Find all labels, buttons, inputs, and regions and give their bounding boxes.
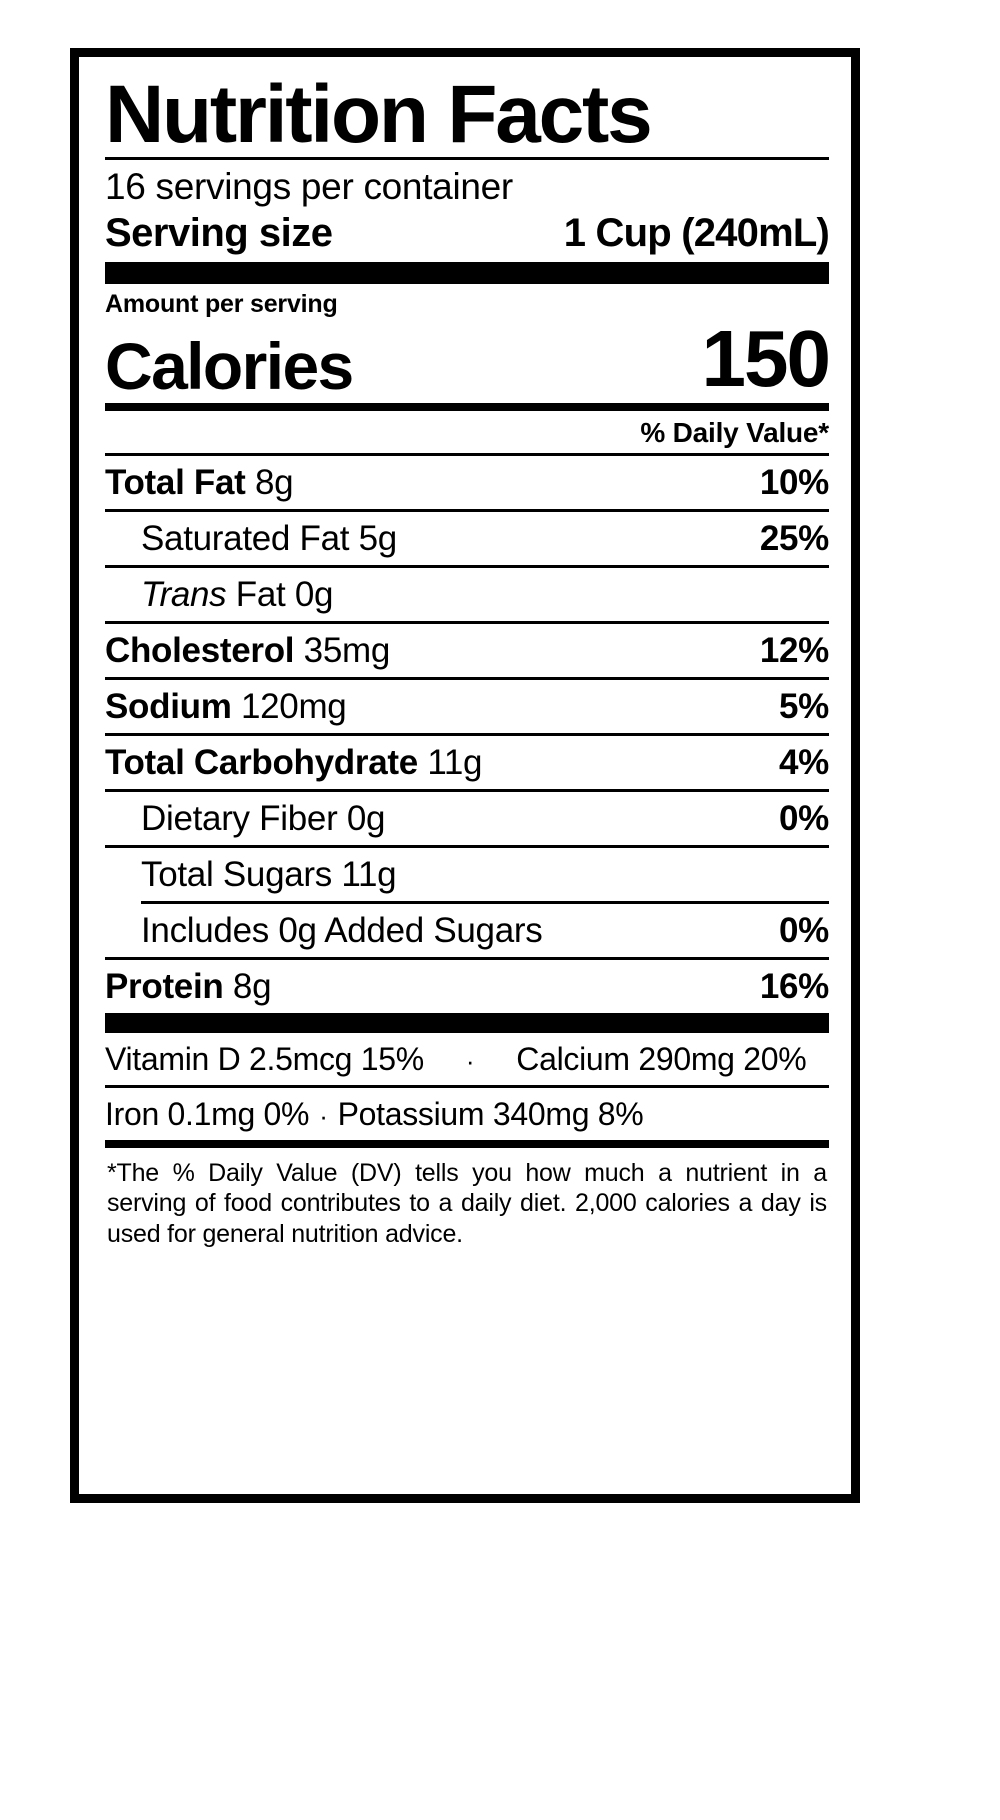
iron-value: Iron 0.1mg 0% [105,1095,310,1132]
nutrient-name-bold: Total Carbohydrate [105,742,418,782]
nutrient-name-sodium [105,687,346,727]
nutrient-name-dietary-fiber: Dietary Fiber 0g [141,798,386,838]
amount-per-serving-label: Amount per serving [105,289,338,318]
nutrient-name-rest: 8g [245,462,294,502]
vitamins-row-1 [105,1033,829,1085]
separator-dot-icon: · [319,1100,328,1131]
nutrient-row-total-carbohydrate [105,736,829,789]
nutrient-row-total-sugars [105,848,829,901]
nutrient-percent-total-carbohydrate: 4% [779,742,829,782]
divider-above-footnote [105,1140,829,1148]
nutrient-name-bold: Protein [105,966,224,1006]
nutrient-name-cholesterol [105,631,390,671]
nutrient-name-total-sugars: Total Sugars 11g [141,854,397,894]
calories-value: 150 [701,313,829,403]
divider-thick-bottom [105,1013,829,1033]
daily-value-footnote: *The % Daily Value (DV) tells you how much a nutrient in a serving of food contributes to a daily diet. 2,000 calories a day is used for general nutrition advice. [107,1158,827,1248]
calories-label: Calories [105,328,353,403]
nutrient-name-rest: 11g [417,742,483,782]
nutrition-facts-content [105,67,829,1486]
nutrient-name-trans-fat [141,575,333,615]
nutrient-name-protein [105,967,271,1007]
calories-row [105,313,829,403]
nutrient-percent-added-sugars: 0% [779,910,829,950]
serving-size-value: 1 Cup (240mL) [563,210,829,255]
serving-size-row [105,211,829,262]
nutrient-name-bold: Sodium [105,686,232,726]
nutrient-name-added-sugars: Includes 0g Added Sugars [141,910,543,950]
vitamin-d-value: Vitamin D 2.5mcg 15% [105,1040,424,1077]
vitamins-row-2 [105,1088,829,1140]
nutrient-percent-protein: 16% [759,966,829,1006]
nutrient-percent-total-fat: 10% [759,462,829,502]
nutrient-row-dietary-fiber [105,792,829,845]
calcium-value: Calcium 290mg 20% [516,1040,807,1077]
nutrient-name-saturated-fat: Saturated Fat 5g [141,518,397,558]
nutrient-row-saturated-fat [105,512,829,565]
nutrient-row-added-sugars [105,904,829,957]
nutrient-row-trans-fat [105,568,829,621]
nutrient-percent-saturated-fat: 25% [759,518,829,558]
nutrient-name-total-carbohydrate [105,743,482,783]
nutrient-name-bold: Total Fat [105,462,246,502]
separator-dot-icon: · [465,1045,475,1076]
daily-value-header: % Daily Value* [640,416,829,448]
nutrient-row-protein [105,960,829,1013]
divider-below-calories [105,403,829,411]
nutrient-name-rest: Fat 0g [226,574,334,614]
nutrition-facts-panel [70,48,860,1503]
nutrient-percent-cholesterol: 12% [759,630,829,670]
nutrient-name-italic: Trans [141,574,227,614]
potassium-value: Potassium 340mg 8% [337,1095,644,1132]
nutrient-percent-dietary-fiber: 0% [779,798,829,838]
servings-per-container: 16 servings per container [105,166,513,208]
nutrient-name-bold: Cholesterol [105,630,295,670]
nutrient-row-total-fat [105,456,829,509]
nutrient-row-sodium [105,680,829,733]
nutrient-name-rest: 35mg [294,630,391,670]
nutrient-name-rest: 8g [223,966,272,1006]
serving-size-label: Serving size [105,210,333,255]
nutrient-name-rest: 120mg [231,686,347,726]
divider-thick-top [105,262,829,284]
nutrient-percent-sodium: 5% [779,686,829,726]
nutrient-name-total-fat [105,463,293,503]
page-title: Nutrition Facts [105,69,651,160]
nutrient-row-cholesterol [105,624,829,677]
